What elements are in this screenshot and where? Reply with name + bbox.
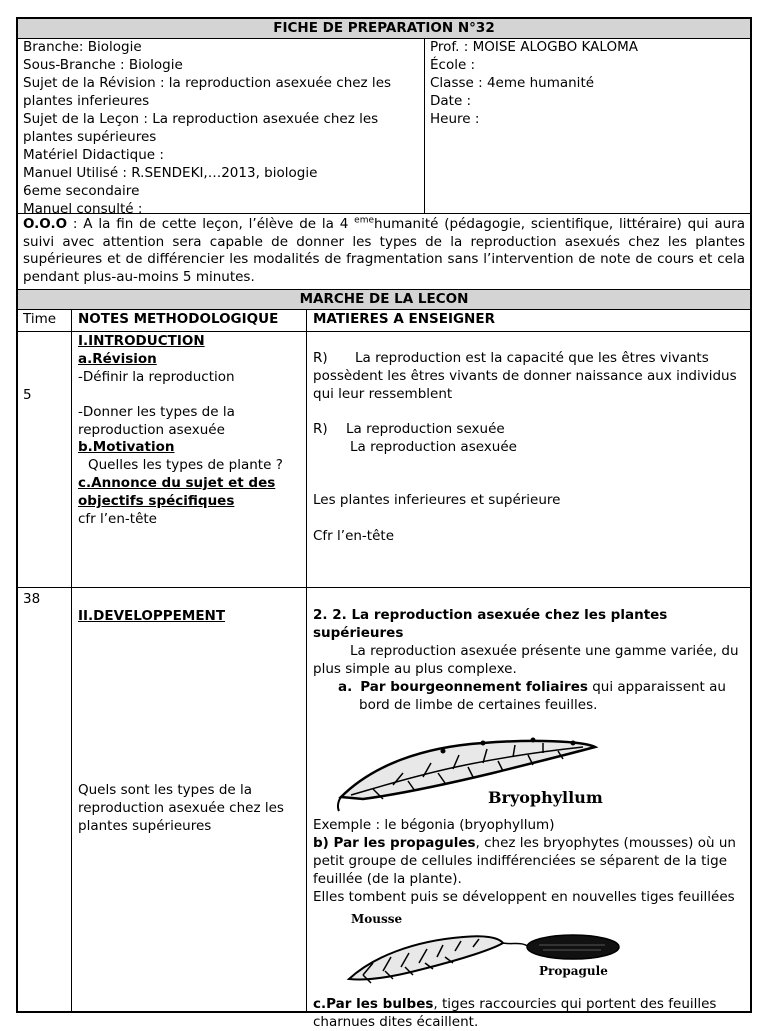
types-cont: reproduction asexuée xyxy=(78,422,225,438)
mousse-figure xyxy=(343,907,643,995)
dev-question-cont: reproduction asexuée chez les xyxy=(78,800,284,816)
annonce-cfr: cfr l’en-tête xyxy=(78,511,157,527)
ooo-objective: O.O.O : A la fin de cette leçon, l’élève de la 4 $^{eme}$humanité (pédagogie, scientifique, littéraire) qui aura suivi avec attention sera capable de donner les types de la reproduction asexués chez les plantes supérieures et de différencier les modalités de fragmentation sans l’intervention de note de cours et cela pendant plus-au-moins 5 minutes. xyxy=(23,215,745,285)
preparation-sheet xyxy=(16,17,752,1030)
item-b-cont3: Elles tombent puis se développent en nouvelles tiges feuillées xyxy=(313,889,735,905)
ecole: École : xyxy=(430,57,476,73)
item-c: c.Par les bulbes, tiges raccourcies qui portent des feuilles xyxy=(313,996,717,1012)
row2-time: 38 xyxy=(23,591,41,607)
materiel: Matériel Didactique : xyxy=(23,147,164,163)
motivation-question: Quelles les types de plante ? xyxy=(88,457,283,473)
section-intro: La reproduction asexuée présente une gamme variée, du xyxy=(350,643,739,659)
annonce-heading: c.Annonce du sujet et des xyxy=(78,475,276,491)
section-intro-cont: plus simple au plus complexe. xyxy=(313,661,517,677)
ooo-label: O.O.O xyxy=(23,216,68,232)
item-a-cont: bord de limbe de certaines feuilles. xyxy=(359,697,598,713)
sheet-title: FICHE DE PREPARATION N°32 xyxy=(273,20,495,36)
dev-heading: II.DEVELOPPEMENT xyxy=(78,608,226,624)
definir: -Définir la reproduction xyxy=(78,369,235,385)
row1-time: 5 xyxy=(23,387,32,403)
sujet-lecon: Sujet de la Leçon : La reproduction asexuée chez les xyxy=(23,111,379,127)
answer2: La reproduction sexuée xyxy=(346,421,505,437)
branche: Branche: Biologie xyxy=(23,39,142,55)
sous-branche: Sous-Branche : Biologie xyxy=(23,57,183,73)
heure: Heure : xyxy=(430,111,480,127)
item-c-cont: charnues dites écaillent. xyxy=(313,1014,479,1030)
mousse-label: Mousse xyxy=(351,912,403,926)
manuel-utilise: Manuel Utilisé : R.SENDEKI,…2013, biologie xyxy=(23,165,318,181)
sujet-lecon-cont: plantes supérieures xyxy=(23,129,157,145)
annonce-heading-cont: objectifs spécifiques xyxy=(78,493,235,509)
section-title: 2. 2. La reproduction asexuée chez les plantes xyxy=(313,607,668,623)
answer1: La reproduction est la capacité que les êtres vivants xyxy=(355,350,709,366)
col-matieres: MATIERES A ENSEIGNER xyxy=(313,311,495,327)
intro-heading: I.INTRODUCTION xyxy=(78,333,205,349)
item-b-cont: petit groupe de cellules indifférenciées se séparent de la tige xyxy=(313,853,728,869)
answer1-cont2: qui leur ressemblent xyxy=(313,386,453,402)
sujet-revision: Sujet de la Révision : la reproduction asexuée chez les xyxy=(23,75,392,91)
answer4: Cfr l’en-tête xyxy=(313,528,394,544)
dev-question: Quels sont les types de la xyxy=(78,782,253,798)
dev-question-cont2: plantes supérieures xyxy=(78,818,212,834)
item-b-cont2: feuillée (de la plante). xyxy=(313,871,462,887)
item-a: a. Par bourgeonnement foliaires qui apparaissent au xyxy=(338,679,726,695)
answer3: Les plantes inferieures et supérieure xyxy=(313,492,561,508)
answer2-cont: La reproduction asexuée xyxy=(350,439,517,455)
bryophyllum-figure xyxy=(333,725,603,815)
bryophyllum-label: Bryophyllum xyxy=(488,788,603,807)
revision-heading: a.Révision xyxy=(78,351,157,367)
section-title-cont: supérieures xyxy=(313,625,404,641)
answer2-label: R) xyxy=(313,421,328,437)
propagule-label: Propagule xyxy=(539,964,608,978)
classe: Classe : 4eme humanité xyxy=(430,75,595,91)
exemple: Exemple : le bégonia (bryophyllum) xyxy=(313,817,555,833)
motivation-heading: b.Motivation xyxy=(78,439,175,455)
prof: Prof. : MOISE ALOGBO KALOMA xyxy=(430,39,638,55)
col-notes: NOTES METHODOLOGIQUE xyxy=(78,311,279,327)
date: Date : xyxy=(430,93,472,109)
manuel-utilise-cont: 6eme secondaire xyxy=(23,183,140,199)
marche-title: MARCHE DE LA LECON xyxy=(299,291,469,307)
answer1-cont: possèdent les êtres vivants de donner naissance aux individus xyxy=(313,368,737,384)
col-time: Time xyxy=(23,311,57,327)
answer1-label: R) xyxy=(313,350,328,366)
types: -Donner les types de la xyxy=(78,404,235,420)
sujet-revision-cont: plantes inferieures xyxy=(23,93,150,109)
item-b: b) Par les propagules, chez les bryophytes (mousses) où un xyxy=(313,835,736,851)
manuel-consulte: Manuel consulté : xyxy=(23,201,143,217)
